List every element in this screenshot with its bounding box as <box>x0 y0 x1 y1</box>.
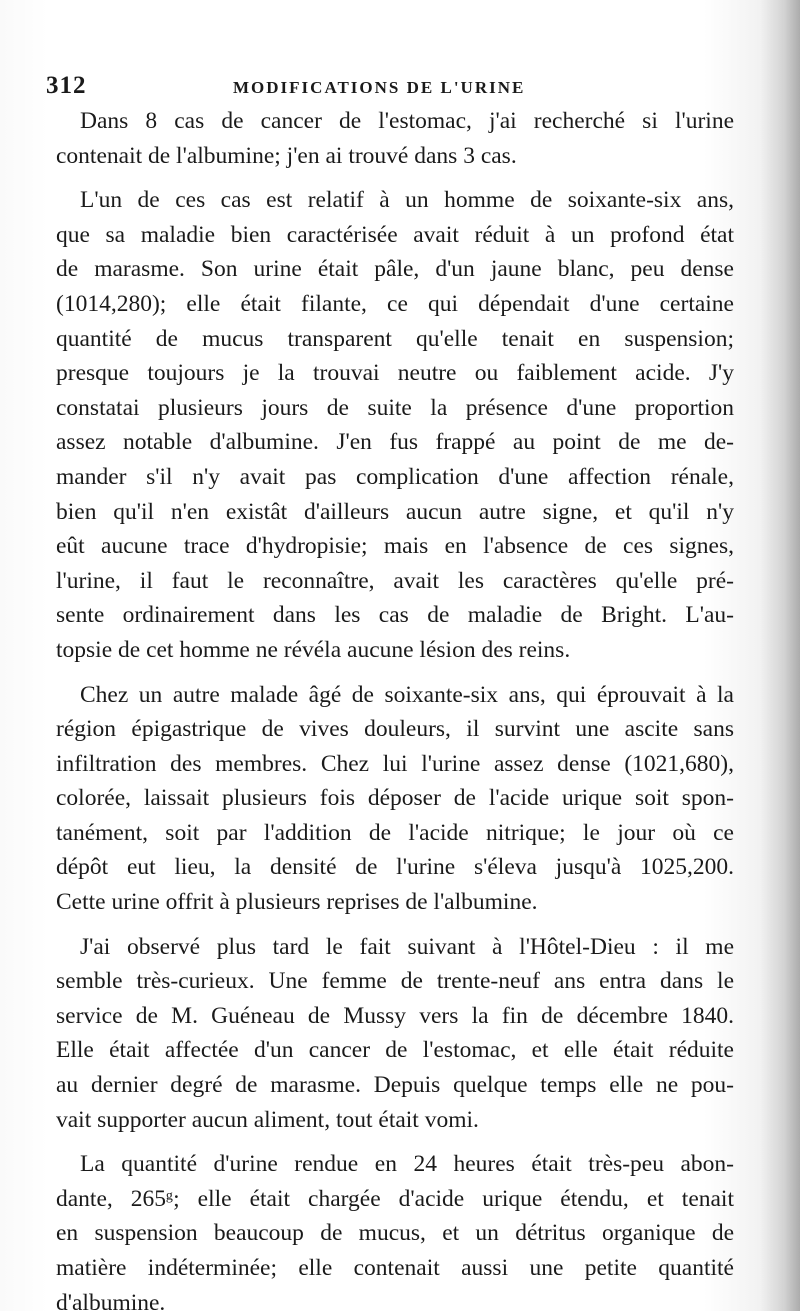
text-line: dante, 265ᵍ; elle était chargée d'acide urique étendu, et tenait <box>56 1185 734 1212</box>
text-line: constatai plusieurs jours de suite la présence d'une proportion <box>56 394 734 421</box>
text-line: que sa maladie bien caractérisée avait réduit à un profond état <box>56 221 734 248</box>
text-line: mander s'il n'y avait pas complication d'une affection rénale, <box>56 463 734 490</box>
text-line: de marasme. Son urine était pâle, d'un jaune blanc, peu dense <box>56 256 734 283</box>
paragraph <box>56 104 734 173</box>
paragraph <box>56 678 734 920</box>
text-line: colorée, laissait plusieurs fois déposer de l'acide urique soit spon- <box>56 785 734 812</box>
text-line: Dans 8 cas de cancer de l'estomac, j'ai recherché si l'urine <box>80 108 734 134</box>
page-number: 312 <box>46 72 87 99</box>
text-line: quantité de mucus transparent qu'elle tenait en suspension; <box>56 325 734 352</box>
text-line: en suspension beaucoup de mucus, et un détritus organique de <box>56 1220 734 1247</box>
text-line: Chez un autre malade âgé de soixante-six ans, qui éprouvait à la <box>80 681 734 708</box>
text-line: Cette urine offrit à plusieurs reprises de l'albumine. <box>56 889 538 916</box>
text-line: contenait de l'albumine; j'en ai trouvé dans 3 cas. <box>56 142 517 169</box>
paragraph <box>56 930 734 1138</box>
text-line: (1014,280); elle était filante, ce qui dépendait d'une certaine <box>56 290 734 317</box>
text-line: tanément, soit par l'addition de l'acide nitrique; le jour où ce <box>56 819 734 846</box>
text-line: La quantité d'urine rendue en 24 heures était très-peu abon- <box>80 1151 734 1178</box>
text-line: service de M. Guéneau de Mussy vers la fin de décembre 1840. <box>56 1002 734 1029</box>
text-line: infiltration des membres. Chez lui l'urine assez dense (1021,680), <box>56 750 734 777</box>
text-line: topsie de cet homme ne révéla aucune lésion des reins. <box>56 636 571 663</box>
text-line: J'ai observé plus tard le fait suivant à l'Hôtel-Dieu : il me <box>80 933 734 960</box>
text-line: bien qu'il n'en existât d'ailleurs aucun autre signe, et qu'il n'y <box>56 498 734 525</box>
text-line: eût aucune trace d'hydropisie; mais en l'absence de ces signes, <box>56 533 734 560</box>
text-line: L'un de ces cas est relatif à un homme de soixante-six ans, <box>80 187 734 214</box>
paragraph <box>56 183 734 667</box>
text-line: région épigastrique de vives douleurs, il survint une ascite sans <box>56 716 734 743</box>
page-edge-shadow <box>760 0 800 1311</box>
running-title: MODIFICATIONS DE L'URINE <box>233 78 526 97</box>
text-line: assez notable d'albumine. J'en fus frappé au point de me de- <box>56 429 734 456</box>
body-text <box>56 104 734 1311</box>
text-line: matière indéterminée; elle contenait aussi une petite quantité <box>56 1255 734 1281</box>
text-line: d'albumine. <box>56 1289 166 1311</box>
text-line: vait supporter aucun aliment, tout était vomi. <box>56 1106 479 1133</box>
text-line: l'urine, il faut le reconnaître, avait les caractères qu'elle pré- <box>56 567 734 594</box>
paragraph <box>56 1147 734 1311</box>
text-line: semble très-curieux. Une femme de trente-neuf ans entra dans le <box>56 968 734 995</box>
text-line: Elle était affectée d'un cancer de l'estomac, et elle était réduite <box>56 1037 734 1064</box>
text-line: au dernier degré de marasme. Depuis quelque temps elle ne pou- <box>56 1072 734 1099</box>
page-header <box>46 68 746 104</box>
text-line: sente ordinairement dans les cas de maladie de Bright. L'au- <box>56 602 734 629</box>
text-line: presque toujours je la trouvai neutre ou faiblement acide. J'y <box>56 360 734 387</box>
text-line: dépôt eut lieu, la densité de l'urine s'éleva jusqu'à 1025,200. <box>56 854 734 881</box>
